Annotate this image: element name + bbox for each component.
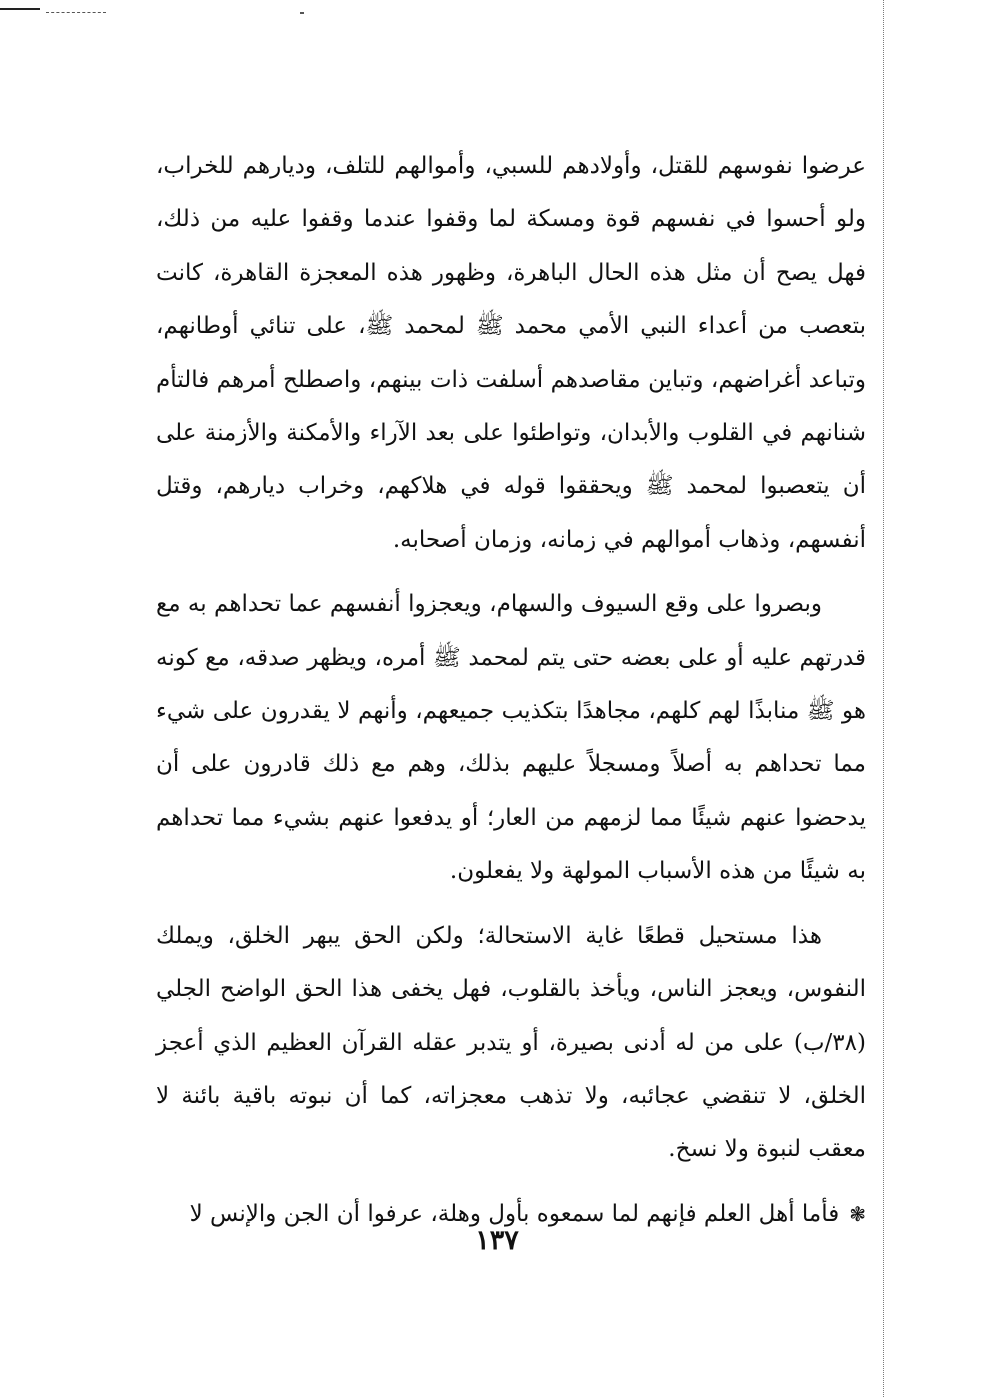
paragraph-3: هذا مستحيل قطعًا غاية الاستحالة؛ ولكن الحق يبهر الخلق، ويملك النفوس، ويعجز الناس، ويأخذ بالقلوب، فهل يخفى هذا الحق الواضح الجلي (٣٨/ب) على من له أدنى بصيرة، أو يتدبر عقله القرآن العظيم الذي أعجز الخلق، لا تنقضي عجائبه، ولا تذهب معجزاته، كما أن نبوته باقية بائنة لا معقب لنبوة ولا نسخ. <box>156 922 866 1163</box>
scan-dot <box>300 12 304 14</box>
page-number: ١٣٧ <box>475 1225 519 1256</box>
scan-edge-mark <box>0 8 40 10</box>
asterisk-icon: ❃ <box>849 1201 866 1226</box>
page-body <box>156 140 866 1241</box>
paragraph-4-text: فأما أهل العلم فإنهم لما سمعوه بأول وهلة، عرفوا أن الجن والإنس لا <box>189 1200 840 1227</box>
paragraph-gap <box>156 1177 866 1188</box>
scan-margin-line <box>883 0 884 1397</box>
paragraph-gap <box>156 567 866 578</box>
paragraph-gap <box>156 899 866 910</box>
scan-dashed-line <box>46 12 106 13</box>
paragraph-1: عرضوا نفوسهم للقتل، وأولادهم للسبي، وأموالهم للتلف، وديارهم للخراب، ولو أحسوا في نفسهم قوة ومسكة لما وقفوا عندما وقفوا عليه من ذلك، فهل يصح أن مثل هذه الحال الباهرة، وظهور هذه المعجزة القاهرة، كانت بتعصب من أعداء النبي الأمي محمد ﷺ لمحمد ﷺ، على تنائي أوطانهم، وتباعد أغراضهم، وتباين مقاصدهم أسلفت ذات بينهم، واصطلح أمرهم فالتأم شنانهم في القلوب والأبدان، وتواطئوا على بعد الآراء والأمكنة والأزمنة على أن يتعصبوا لمحمد ﷺ ويحققوا قوله في هلاكهم، وخراب ديارهم، وقتل أنفسهم، وذهاب أموالهم في زمانه، وزمان أصحابه. <box>156 153 866 553</box>
paragraph-2: وبصروا على وقع السيوف والسهام، ويعجزوا أنفسهم عما تحداهم به مع قدرتهم عليه أو على بعضه حتى يتم لمحمد ﷺ أمره، ويظهر صدقه، مع كونه هو ﷺ منابذًا لهم كلهم، مجاهدًا بتكذيب جميعهم، وأنهم لا يقدرون على شيء مما تحداهم به أصلاً ومسجلاً عليهم بذلك، وهم مع ذلك قادرون على أن يدحضوا عنهم شيئًا مما لزمهم من العار؛ أو يدفعوا عنهم بشيء مما تحداهم به شيئًا من هذه الأسباب المولهة ولا يفعلون. <box>156 591 866 885</box>
